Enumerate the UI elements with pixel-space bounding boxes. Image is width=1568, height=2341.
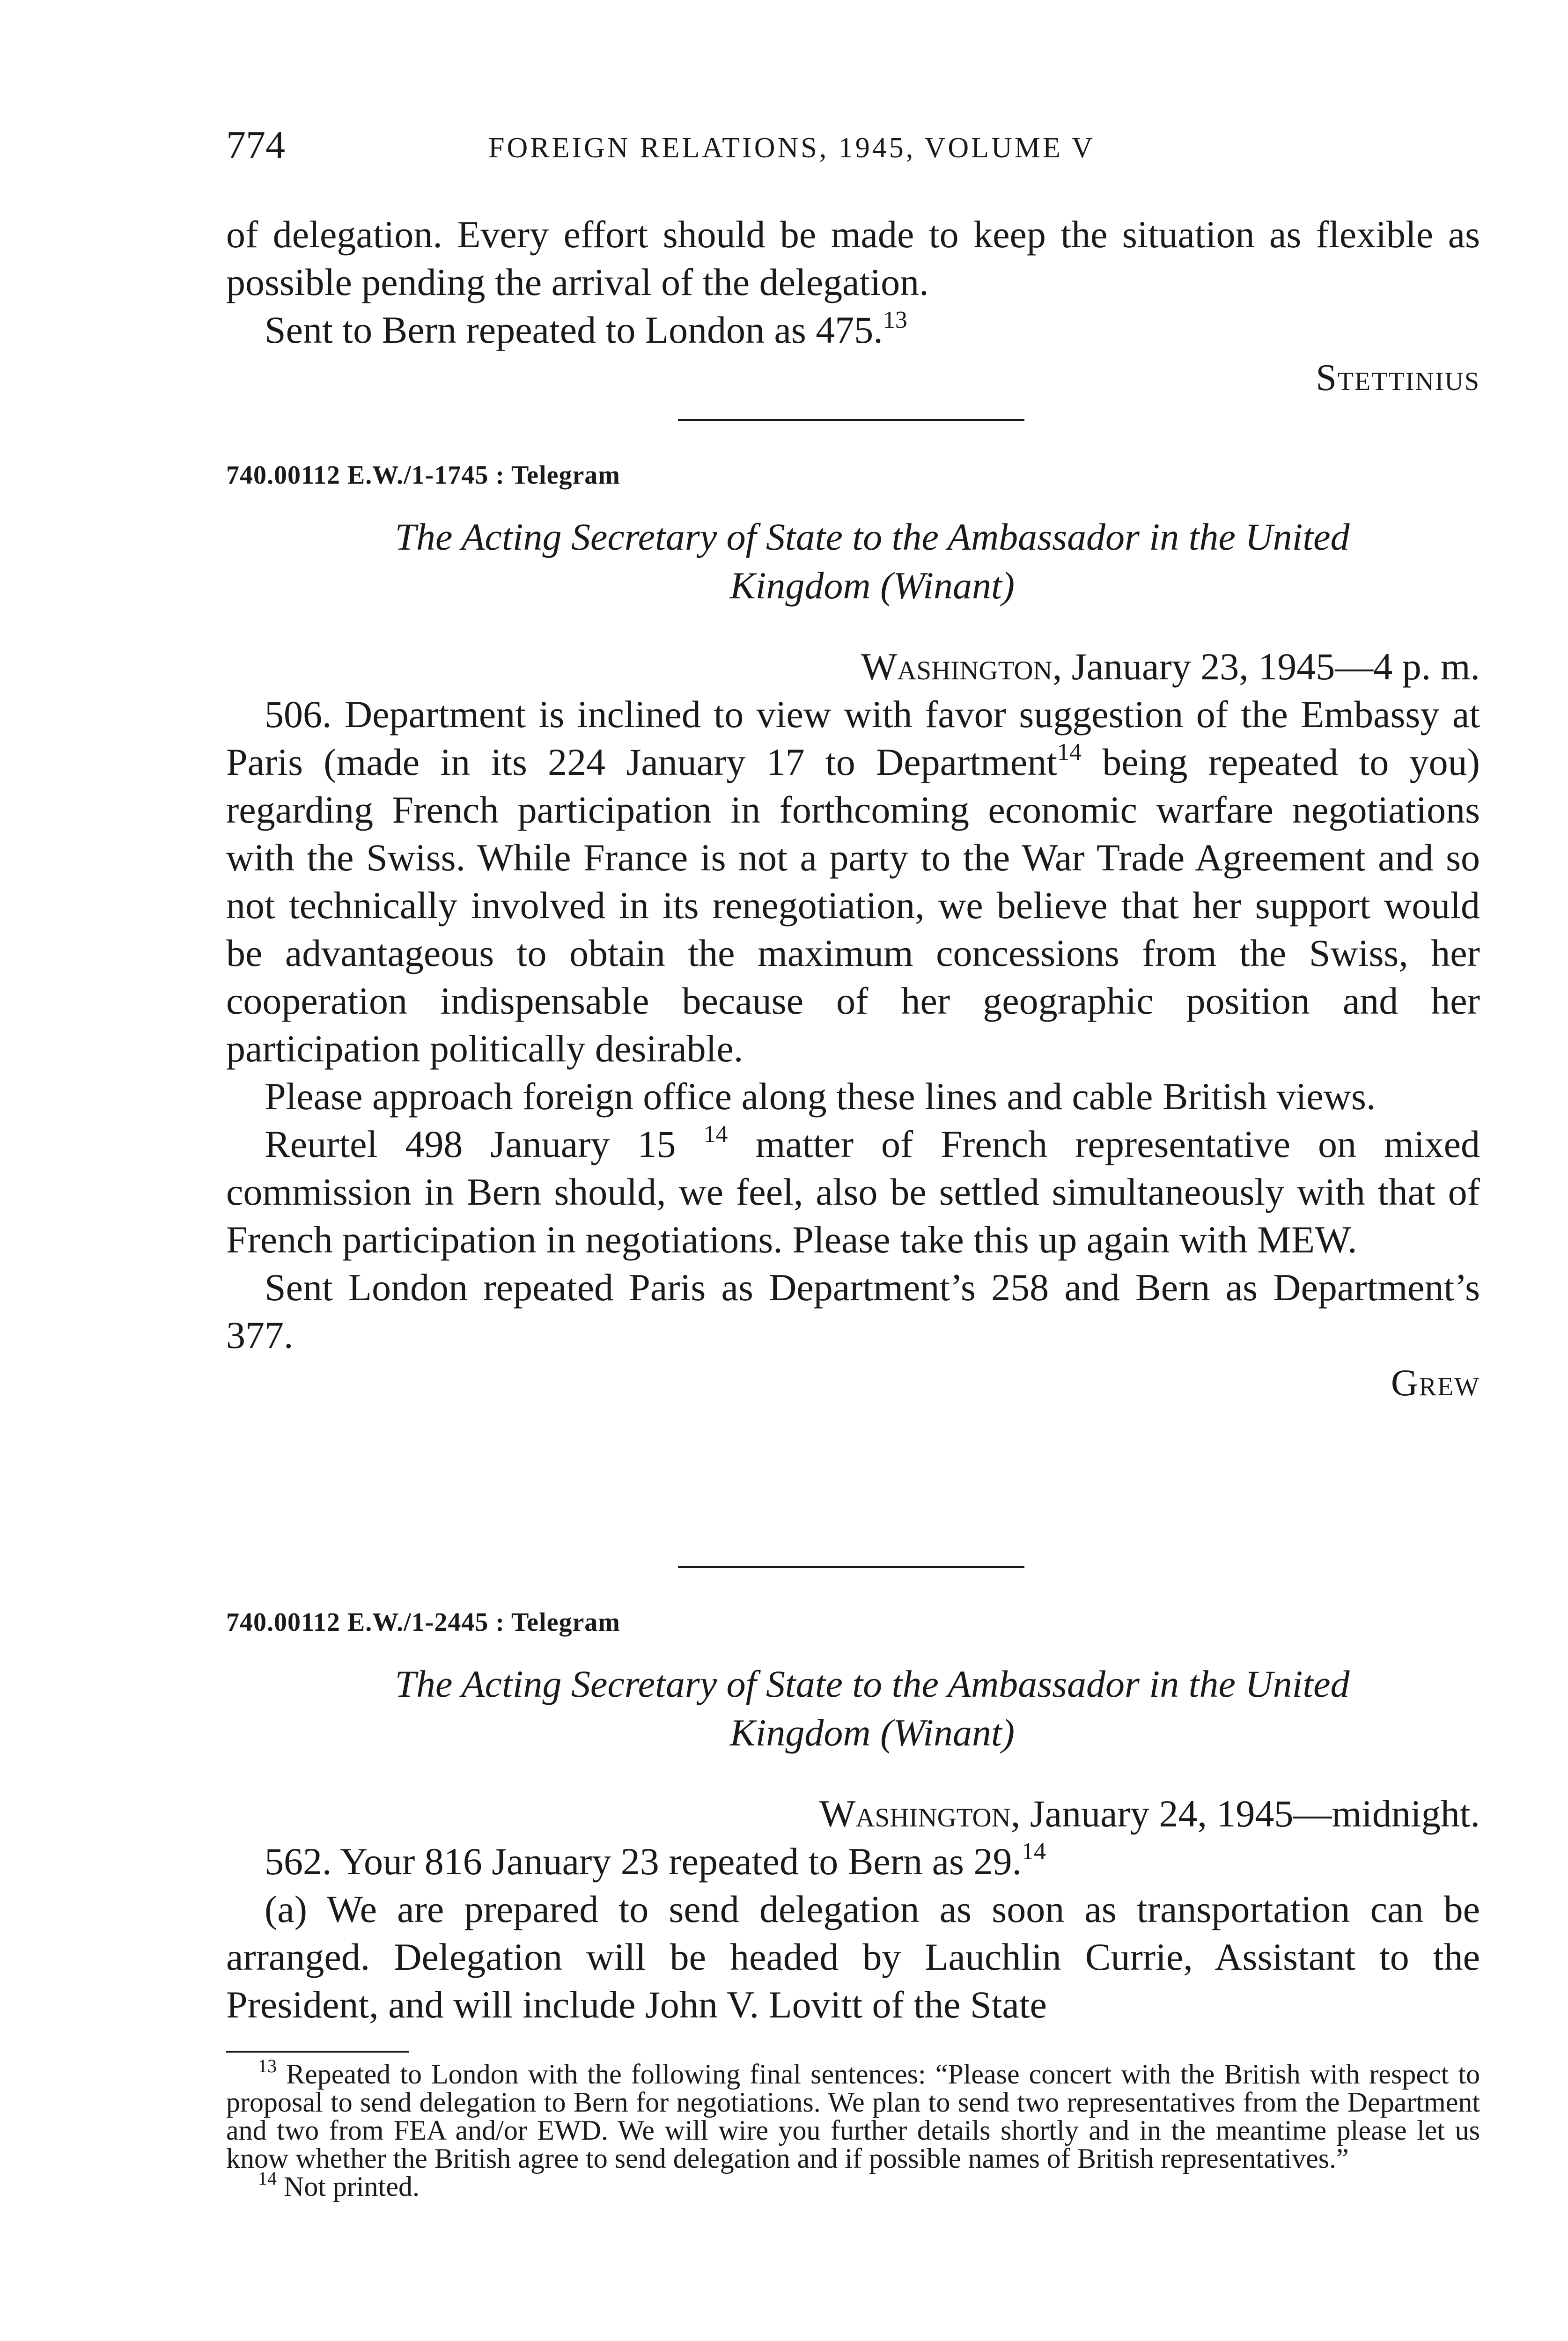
paragraph: 506. Department is inclined to view with favor suggestion of the Embassy at Paris (made in its 224 January 17 to Department$^{14}$ being repeated to you) regarding French participation in forthcoming economic warfare negotiations with the Swiss. While France is not a party to the War Trade Agreement and so not technically involved in its renegotiation, we believe that her support would be advantageous to obtain the maximum concessions from the Swiss, her cooperation indispensable because of her geographic position and her participation politically desirable. [226, 693, 1480, 1070]
running-title: FOREIGN RELATIONS, 1945, VOLUME V [488, 132, 1095, 164]
footnote-ref: 14 [1057, 739, 1082, 766]
section-divider [678, 419, 1024, 421]
file-reference: 740.00112 E.W./1-2445 : Telegram [226, 1608, 620, 1637]
paragraph: of delegation. Every effort should be made to keep the situation as flexible as possible pending the arrival of the delegation. [226, 213, 1480, 303]
footnotes [226, 2051, 1480, 2201]
dateline: Washington, January 24, 1945—midnight. [819, 1792, 1480, 1835]
section-divider [678, 1566, 1024, 1568]
paragraph: Sent to Bern repeated to London as 475.13 [265, 307, 907, 351]
signature: Grew [1391, 1362, 1480, 1404]
document-telegram-562 [226, 1606, 1480, 2029]
footnote-ref: 14 [703, 1121, 728, 1148]
dateline: Washington, January 23, 1945—4 p. m. [861, 645, 1480, 688]
paragraph: Reurtel 498 January 15 $^{14}$ matter of French representative on mixed commission in Bern should, we feel, also be settled simultaneously with that of French participation in negotiations. Please take this up again with MEW. [226, 1121, 1480, 1261]
running-head [226, 119, 1480, 171]
paragraph: Sent London repeated Paris as Department’s 258 and Bern as Department’s 377. [226, 1266, 1480, 1356]
file-reference: 740.00112 E.W./1-1745 : Telegram [226, 461, 620, 490]
document-heading: The Acting Secretary of State to the Ambassador in the United Kingdom (Winant) [395, 515, 1350, 607]
page-number: 774 [226, 123, 285, 167]
document-heading: The Acting Secretary of State to the Ambassador in the United Kingdom (Winant) [395, 1663, 1350, 1754]
paragraph: (a) We are prepared to send delegation as soon as transportation can be arranged. Delegation will be headed by Lauchlin Currie, Assistant to the President, and will include John V. Lovitt of the State [226, 1888, 1480, 2026]
signature: Stettinius [1316, 357, 1480, 398]
paragraph: 562. Your 816 January 23 repeated to Bern as 29.14 [265, 1838, 1046, 1883]
footnote-ref: 14 [1021, 1838, 1046, 1865]
previous-document-end [226, 211, 1480, 402]
footnote: $^{14}$ Not printed. [258, 2168, 420, 2202]
paragraph: Please approach foreign office along these lines and cable British views. [265, 1075, 1376, 1118]
document-telegram-506 [226, 459, 1480, 1407]
footnote-ref: 13 [883, 307, 907, 333]
footnote: $^{13}$ Repeated to London with the following final sentences: “Please concert with the British with respect to proposal to send delegation to Bern for negotiations. We plan to send two representatives from the Department and two from FEA and/or EWD. We will wire you further details shortly and in the meantime please let us know whether the British agree to send delegation and if possible names of British representatives.” [226, 2055, 1480, 2174]
